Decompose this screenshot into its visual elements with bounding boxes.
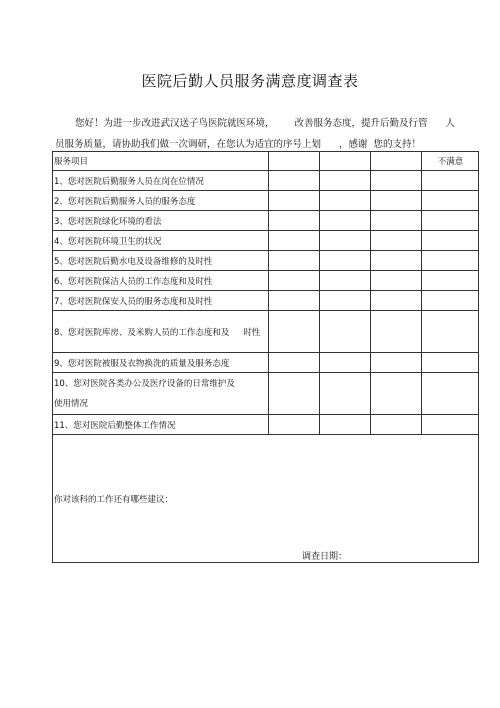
rating-header-cell bbox=[371, 152, 422, 171]
rating-cell[interactable] bbox=[320, 311, 371, 353]
rating-cell[interactable] bbox=[269, 251, 320, 271]
item-label: 7、您对医院保安人员的服务态度和及时性 bbox=[53, 291, 269, 311]
rating-cell[interactable] bbox=[320, 231, 371, 251]
survey-date-label: 调查日期： bbox=[302, 552, 348, 562]
item-label: 5、您对医院后勤水电及设备维修的及时性 bbox=[53, 251, 269, 271]
rating-cell[interactable] bbox=[371, 271, 422, 291]
item-label: 11、您对医院后勤整体工作情况 bbox=[53, 415, 269, 435]
table-row bbox=[53, 211, 479, 231]
intro-text: 您的支持！ bbox=[373, 139, 422, 150]
item-label: 4、您对医院环境卫生的状况 bbox=[53, 231, 269, 251]
rating-cell[interactable] bbox=[269, 353, 320, 373]
rating-cell[interactable] bbox=[422, 191, 479, 211]
rating-cell[interactable] bbox=[371, 251, 422, 271]
item-label: 9、您对医院被服及衣物换洗的质量及服务态度 bbox=[53, 353, 269, 373]
rating-cell[interactable] bbox=[320, 191, 371, 211]
table-row bbox=[53, 353, 479, 373]
rating-cell[interactable] bbox=[422, 373, 479, 415]
rating-cell[interactable] bbox=[422, 271, 479, 291]
table-row bbox=[53, 171, 479, 191]
rating-cell[interactable] bbox=[422, 211, 479, 231]
table-row bbox=[53, 373, 479, 415]
rating-cell[interactable] bbox=[422, 171, 479, 191]
intro-text: 人 bbox=[445, 118, 456, 129]
suggestion-label: 你对该科的工作还有哪些建议： bbox=[54, 494, 174, 505]
table-header-row bbox=[53, 152, 479, 171]
rating-cell[interactable] bbox=[269, 231, 320, 251]
rating-cell[interactable] bbox=[269, 171, 320, 191]
item-label bbox=[53, 311, 269, 353]
suggestion-row bbox=[53, 435, 479, 563]
rating-cell[interactable] bbox=[422, 311, 479, 353]
rating-cell[interactable] bbox=[422, 231, 479, 251]
rating-cell[interactable] bbox=[371, 291, 422, 311]
intro-text: ，感谢 bbox=[339, 139, 368, 150]
rating-cell[interactable] bbox=[320, 211, 371, 231]
rating-cell[interactable] bbox=[320, 415, 371, 435]
table-row bbox=[53, 271, 479, 291]
rating-cell[interactable] bbox=[371, 191, 422, 211]
rating-cell[interactable] bbox=[422, 353, 479, 373]
table-row bbox=[53, 231, 479, 251]
table-row bbox=[53, 311, 479, 353]
header-dissatisfied: 不满意 bbox=[422, 152, 479, 171]
rating-header-cell bbox=[320, 152, 371, 171]
rating-cell[interactable] bbox=[320, 353, 371, 373]
rating-cell[interactable] bbox=[320, 171, 371, 191]
item-label: 3、您对医院绿化环境的看法 bbox=[53, 211, 269, 231]
item-text: 10、您对医院各类办公及医疗设备的日常维护及 bbox=[54, 378, 235, 389]
table-row bbox=[53, 191, 479, 211]
item-label: 1、您对医院后勤服务人员在岗在位情况 bbox=[53, 171, 269, 191]
rating-cell[interactable] bbox=[269, 373, 320, 415]
rating-cell[interactable] bbox=[320, 251, 371, 271]
rating-cell[interactable] bbox=[371, 415, 422, 435]
rating-cell[interactable] bbox=[422, 415, 479, 435]
rating-cell[interactable] bbox=[269, 415, 320, 435]
intro-text: 员服务质量，请协助我们做一次调研，在您认为适宜的序号上划 bbox=[55, 139, 322, 150]
table-row bbox=[53, 251, 479, 271]
rating-cell[interactable] bbox=[269, 211, 320, 231]
rating-cell[interactable] bbox=[269, 271, 320, 291]
rating-cell[interactable] bbox=[371, 373, 422, 415]
item-label bbox=[53, 373, 269, 415]
intro-text: 您好！为进一步改进武汉送子鸟医院就医环境， bbox=[75, 118, 275, 129]
intro-line-2 bbox=[55, 136, 422, 150]
rating-cell[interactable] bbox=[320, 271, 371, 291]
rating-cell[interactable] bbox=[371, 311, 422, 353]
suggestion-field[interactable] bbox=[53, 435, 479, 563]
rating-cell[interactable] bbox=[371, 211, 422, 231]
item-text: 时性 bbox=[243, 327, 261, 338]
item-label: 2、您对医院后勤服务人员的服务态度 bbox=[53, 191, 269, 211]
survey-table bbox=[52, 151, 479, 563]
table-row bbox=[53, 415, 479, 435]
rating-header-cell bbox=[269, 152, 320, 171]
rating-cell[interactable] bbox=[269, 311, 320, 353]
rating-cell[interactable] bbox=[371, 171, 422, 191]
item-text: 使用情况 bbox=[54, 398, 89, 409]
rating-cell[interactable] bbox=[269, 291, 320, 311]
rating-cell[interactable] bbox=[371, 231, 422, 251]
rating-cell[interactable] bbox=[320, 291, 371, 311]
rating-cell[interactable] bbox=[269, 191, 320, 211]
table-row bbox=[53, 291, 479, 311]
rating-cell[interactable] bbox=[422, 251, 479, 271]
page-title: 医院后勤人员服务满意度调查表 bbox=[141, 72, 359, 90]
rating-cell[interactable] bbox=[371, 353, 422, 373]
intro-line-1 bbox=[75, 115, 456, 129]
intro-text: 改善服务态度，提升后勤及行管 bbox=[294, 118, 428, 129]
rating-cell[interactable] bbox=[422, 291, 479, 311]
item-text: 8、您对医院库房、及米购人员的工作态度和及 bbox=[54, 327, 230, 338]
header-item: 服务项目 bbox=[53, 152, 269, 171]
rating-cell[interactable] bbox=[320, 373, 371, 415]
item-label: 6、您对医院保洁人员的工作态度和及时性 bbox=[53, 271, 269, 291]
